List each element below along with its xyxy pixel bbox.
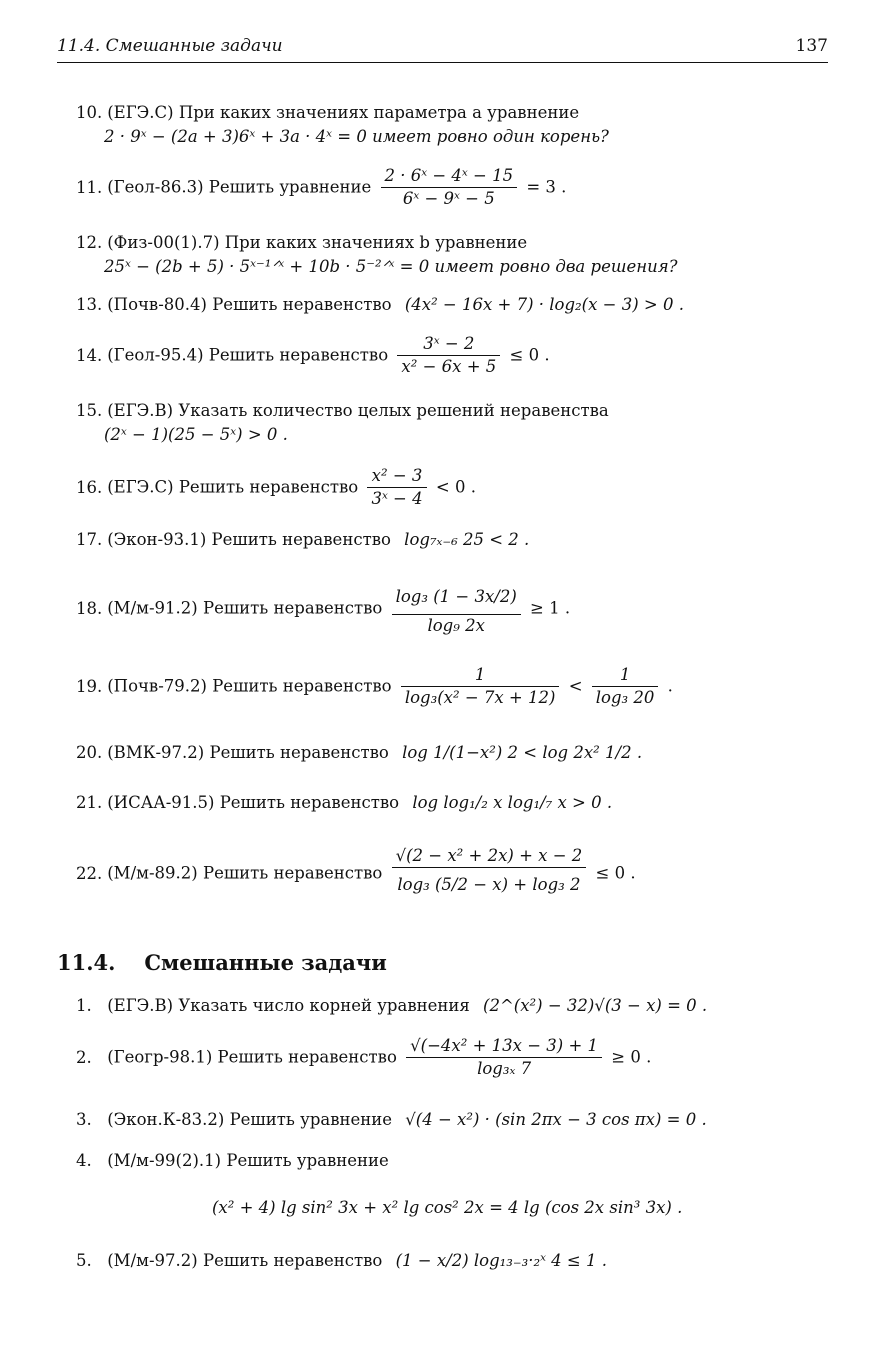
problem-21-math: log log₁/₂ x log₁/₇ x > 0 . xyxy=(412,793,613,812)
problem-number: 21. xyxy=(76,793,103,812)
problem-text: (М/м-91.2) Решить неравенство xyxy=(107,598,383,618)
problem-number: 20. xyxy=(76,743,103,762)
denominator: log₃ 20 xyxy=(592,686,659,709)
problem-14-fraction xyxy=(397,333,500,378)
problem-number: 2. xyxy=(76,1047,92,1067)
problem-text: (ЕГЭ.С) Решить неравенство xyxy=(107,477,359,497)
numerator: √(−4x² + 13x − 3) + 1 xyxy=(410,1036,599,1055)
problem-11 xyxy=(76,165,826,210)
section-problem-3 xyxy=(76,1107,826,1133)
inequality-tail: ≤ 0 . xyxy=(595,863,636,883)
problem-number: 4. xyxy=(76,1151,92,1170)
problem-17-math: log₇ₓ₋₆ 25 < 2 . xyxy=(404,530,530,549)
numerator: √(2 − x² + 2x) + x − 2 xyxy=(395,846,583,865)
problem-13 xyxy=(76,292,826,318)
problem-15 xyxy=(76,398,826,424)
section-problem-1 xyxy=(76,993,826,1019)
header-rule xyxy=(57,62,828,63)
problem-20 xyxy=(76,740,826,766)
problem-text: (ЕГЭ.В) Указать количество целых решений неравенства xyxy=(107,401,609,420)
inequality-tail: ≤ 0 . xyxy=(509,345,550,365)
problem-number: 14. xyxy=(76,345,103,365)
section-title: Смешанные задачи xyxy=(144,950,387,975)
numerator: 3ˣ − 2 xyxy=(423,334,475,353)
problem-text: (Экон.К-83.2) Решить уравнение xyxy=(107,1110,393,1129)
denominator: log₃ₓ 7 xyxy=(406,1057,602,1080)
problem-number: 12. xyxy=(76,233,103,252)
problem-text: (Почв-79.2) Решить неравенство xyxy=(107,676,392,696)
inequality-tail: ≥ 1 . xyxy=(530,598,571,618)
problem-22-fraction xyxy=(392,845,587,902)
inequality-tail: < 0 . xyxy=(435,477,476,497)
numerator: 2 · 6ˣ − 4ˣ − 15 xyxy=(384,166,514,185)
problem-text: (Геол-86.3) Решить уравнение xyxy=(107,177,372,197)
section-problem-4 xyxy=(76,1148,826,1174)
numerator: log₃ (1 − 3x/2) xyxy=(395,587,517,606)
section-number: 11.4. xyxy=(57,950,116,975)
less-than-sign: < xyxy=(568,676,583,696)
denominator: log₃ (5/2 − x) + log₃ 2 xyxy=(392,867,587,902)
problem-number: 17. xyxy=(76,530,103,549)
problem-number: 5. xyxy=(76,1251,92,1270)
problem-number: 13. xyxy=(76,295,103,314)
problem-text: (ИСАА-91.5) Решить неравенство xyxy=(107,793,400,812)
problem-number: 1. xyxy=(76,996,92,1015)
section-problem-1-math: (2^(x²) − 32)√(3 − x) = 0 . xyxy=(483,996,708,1015)
inequality-tail: ≥ 0 . xyxy=(611,1047,652,1067)
problem-text: (М/м-97.2) Решить неравенство xyxy=(107,1251,383,1270)
problem-text: (Почв-80.4) Решить неравенство xyxy=(107,295,392,314)
problem-12-equation: 25ˣ − (2b + 5) · 5ˣ⁻¹ᐟˣ + 10b · 5⁻²ᐟˣ = 0 имеет ровно два решения? xyxy=(104,257,678,276)
problem-19-fraction-right xyxy=(592,664,659,709)
section-problem-4-display-equation: (x² + 4) lg sin² 3x + x² lg cos² 2x = 4 lg (cos 2x sin³ 3x) . xyxy=(212,1198,683,1217)
problem-text: (Геогр-98.1) Решить неравенство xyxy=(107,1047,397,1067)
problem-text: (М/м-99(2).1) Решить уравнение xyxy=(107,1151,389,1170)
problem-text: (Экон-93.1) Решить неравенство xyxy=(107,530,391,549)
problem-number: 19. xyxy=(76,676,103,696)
problem-number: 18. xyxy=(76,598,103,618)
problem-10-equation: 2 · 9ˣ − (2a + 3)6ˣ + 3a · 4ˣ = 0 имеет ровно один корень? xyxy=(104,127,609,146)
problem-20-math: log 1/(1−x²) 2 < log 2x² 1/2 . xyxy=(402,743,643,762)
numerator: 1 xyxy=(619,665,631,684)
problem-text: (ВМК-97.2) Решить неравенство xyxy=(107,743,389,762)
problem-12 xyxy=(76,230,826,256)
section-problem-3-math: √(4 − x²) · (sin 2πx − 3 cos πx) = 0 . xyxy=(405,1110,707,1129)
problem-14 xyxy=(76,333,826,378)
problem-18 xyxy=(76,580,826,637)
denominator: 6ˣ − 9ˣ − 5 xyxy=(381,187,518,210)
denominator: log₃(x² − 7x + 12) xyxy=(401,686,560,709)
problem-number: 15. xyxy=(76,401,103,420)
inequality-tail: . xyxy=(667,676,673,696)
problem-number: 22. xyxy=(76,863,103,883)
problem-number: 3. xyxy=(76,1110,92,1129)
problem-19-fraction-left xyxy=(401,664,560,709)
problem-16-fraction xyxy=(367,465,426,510)
problem-text: (ЕГЭ.С) При каких значениях параметра a уравнение xyxy=(107,103,580,122)
problem-13-math: (4x² − 16x + 7) · log₂(x − 3) > 0 . xyxy=(404,295,684,314)
problem-text: (Геол-95.4) Решить неравенство xyxy=(107,345,389,365)
running-header-chapter: 11.4. Смешанные задачи xyxy=(57,36,283,56)
problem-number: 10. xyxy=(76,103,103,122)
section-problem-2-fraction xyxy=(406,1035,602,1080)
problem-number: 11. xyxy=(76,177,103,197)
denominator: 3ˣ − 4 xyxy=(367,487,426,510)
section-problem-2 xyxy=(76,1035,826,1080)
problem-18-fraction xyxy=(392,580,521,637)
problem-text: (М/м-89.2) Решить неравенство xyxy=(107,863,383,883)
section-problem-5-math: (1 − x/2) log₁₃₋₃·₂ˣ 4 ≤ 1 . xyxy=(395,1251,607,1270)
problem-text: (ЕГЭ.В) Указать число корней уравнения xyxy=(107,996,470,1015)
problem-10 xyxy=(76,100,826,126)
equation-tail: = 3 . xyxy=(526,177,567,197)
section-heading xyxy=(57,950,387,975)
problem-21 xyxy=(76,790,826,816)
page-number: 137 xyxy=(795,36,828,56)
problem-11-fraction xyxy=(381,165,518,210)
numerator: 1 xyxy=(474,665,486,684)
problem-19 xyxy=(76,664,826,709)
problem-text: (Физ-00(1).7) При каких значениях b уравнение xyxy=(107,233,528,252)
problem-16 xyxy=(76,465,826,510)
denominator: log₉ 2x xyxy=(392,614,521,637)
problem-number: 16. xyxy=(76,477,103,497)
numerator: x² − 3 xyxy=(371,466,423,485)
problem-15-inequality: (2ˣ − 1)(25 − 5ˣ) > 0 . xyxy=(104,425,288,444)
problem-17 xyxy=(76,527,826,553)
denominator: x² − 6x + 5 xyxy=(397,355,500,378)
section-problem-5 xyxy=(76,1248,826,1274)
problem-22 xyxy=(76,845,826,902)
